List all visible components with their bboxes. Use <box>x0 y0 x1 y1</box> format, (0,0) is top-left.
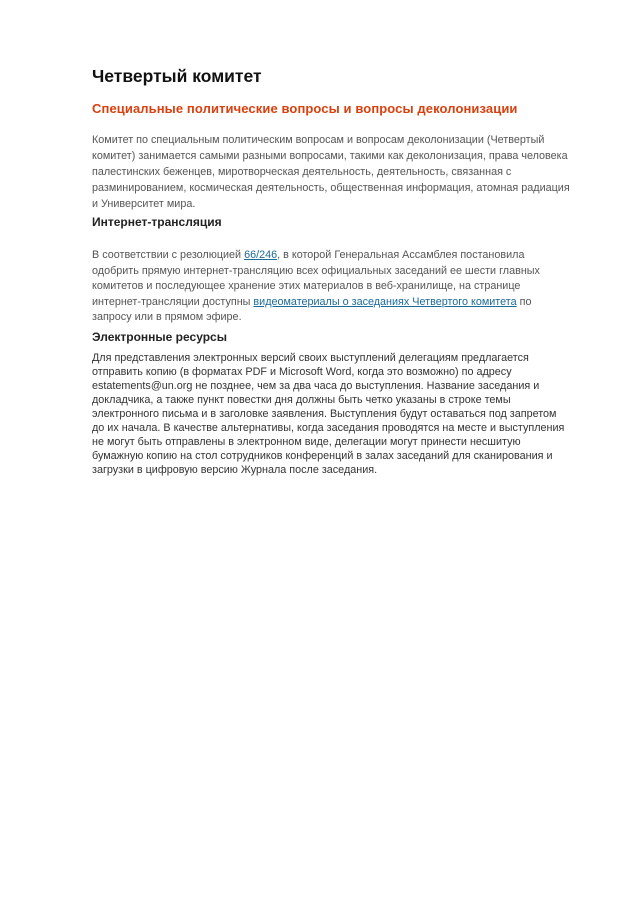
text-line: палестинских беженцев, миротворческая деятельность, деятельность, связанная с <box>92 166 512 178</box>
page-title: Четвертый комитет <box>92 66 262 86</box>
text-line <box>92 248 540 264</box>
eresources-heading: Электронные ресурсы <box>92 330 227 344</box>
text-line: не могут быть отправлены в электронном виде, делегации могут принести несшитую <box>92 436 521 448</box>
text-line: estatements@un.org не позднее, чем за два часа до выступления. Название заседания и <box>92 380 540 392</box>
intro-paragraph <box>92 132 570 212</box>
text-line: комитет) занимается самыми разными вопросами, такими как деколонизация, права человека <box>92 150 568 162</box>
text-line: Для представления электронных версий своих выступлений делегациям предлагается <box>92 352 529 364</box>
webcast-heading: Интернет-трансляция <box>92 215 222 229</box>
text-line: и Университет мира. <box>92 198 196 210</box>
text-line: одобрить прямую интернет-трансляцию всех официальных заседаний ее шести главных <box>92 264 540 277</box>
text-line: докладчика, а также пункт повестки дня должны быть четко указаны в строке темы <box>92 394 511 406</box>
text-line: комитетов и последующее хранение этих материалов в веб-хранилище, на странице <box>92 280 521 292</box>
text-line: запросу или в прямом эфире. <box>92 311 242 323</box>
text-line: отправить копию (в форматах PDF и Microsoft Word, когда это возможно) по адресу <box>92 366 512 378</box>
text-line: бумажную копию на стол сотрудников конференций в залах заседаний для сканирования и <box>92 450 553 462</box>
eresources-paragraph <box>92 351 564 477</box>
text-line: электронного письма и в заголовке заявления. Выступления будут оставаться под запретом <box>92 408 557 420</box>
text-line: до их начала. В качестве альтернативы, когда заседания проводятся на месте и выступления <box>92 422 565 434</box>
text-line: Комитет по специальным политическим вопросам и вопросам деколонизации (Четвертый <box>92 134 545 146</box>
webcast-paragraph <box>92 248 540 326</box>
video-materials-link[interactable]: видеоматериалы о заседаниях Четвертого комитета <box>253 295 517 308</box>
resolution-link[interactable]: 66/246 <box>244 249 278 261</box>
text: интернет-трансляции доступны <box>92 295 254 308</box>
text-line <box>92 295 540 311</box>
text: , в которой Генеральная Ассамблея постановила <box>277 249 525 261</box>
text: по <box>516 295 532 308</box>
text-line: загрузки в цифровую версию Журнала после заседания. <box>92 464 378 476</box>
text: В соответствии с резолюцией <box>92 249 245 261</box>
page-subtitle: Специальные политические вопросы и вопросы деколонизации <box>92 101 518 116</box>
text-line: разминированием, космическая деятельность, общественная информация, атомная радиация <box>92 182 570 194</box>
